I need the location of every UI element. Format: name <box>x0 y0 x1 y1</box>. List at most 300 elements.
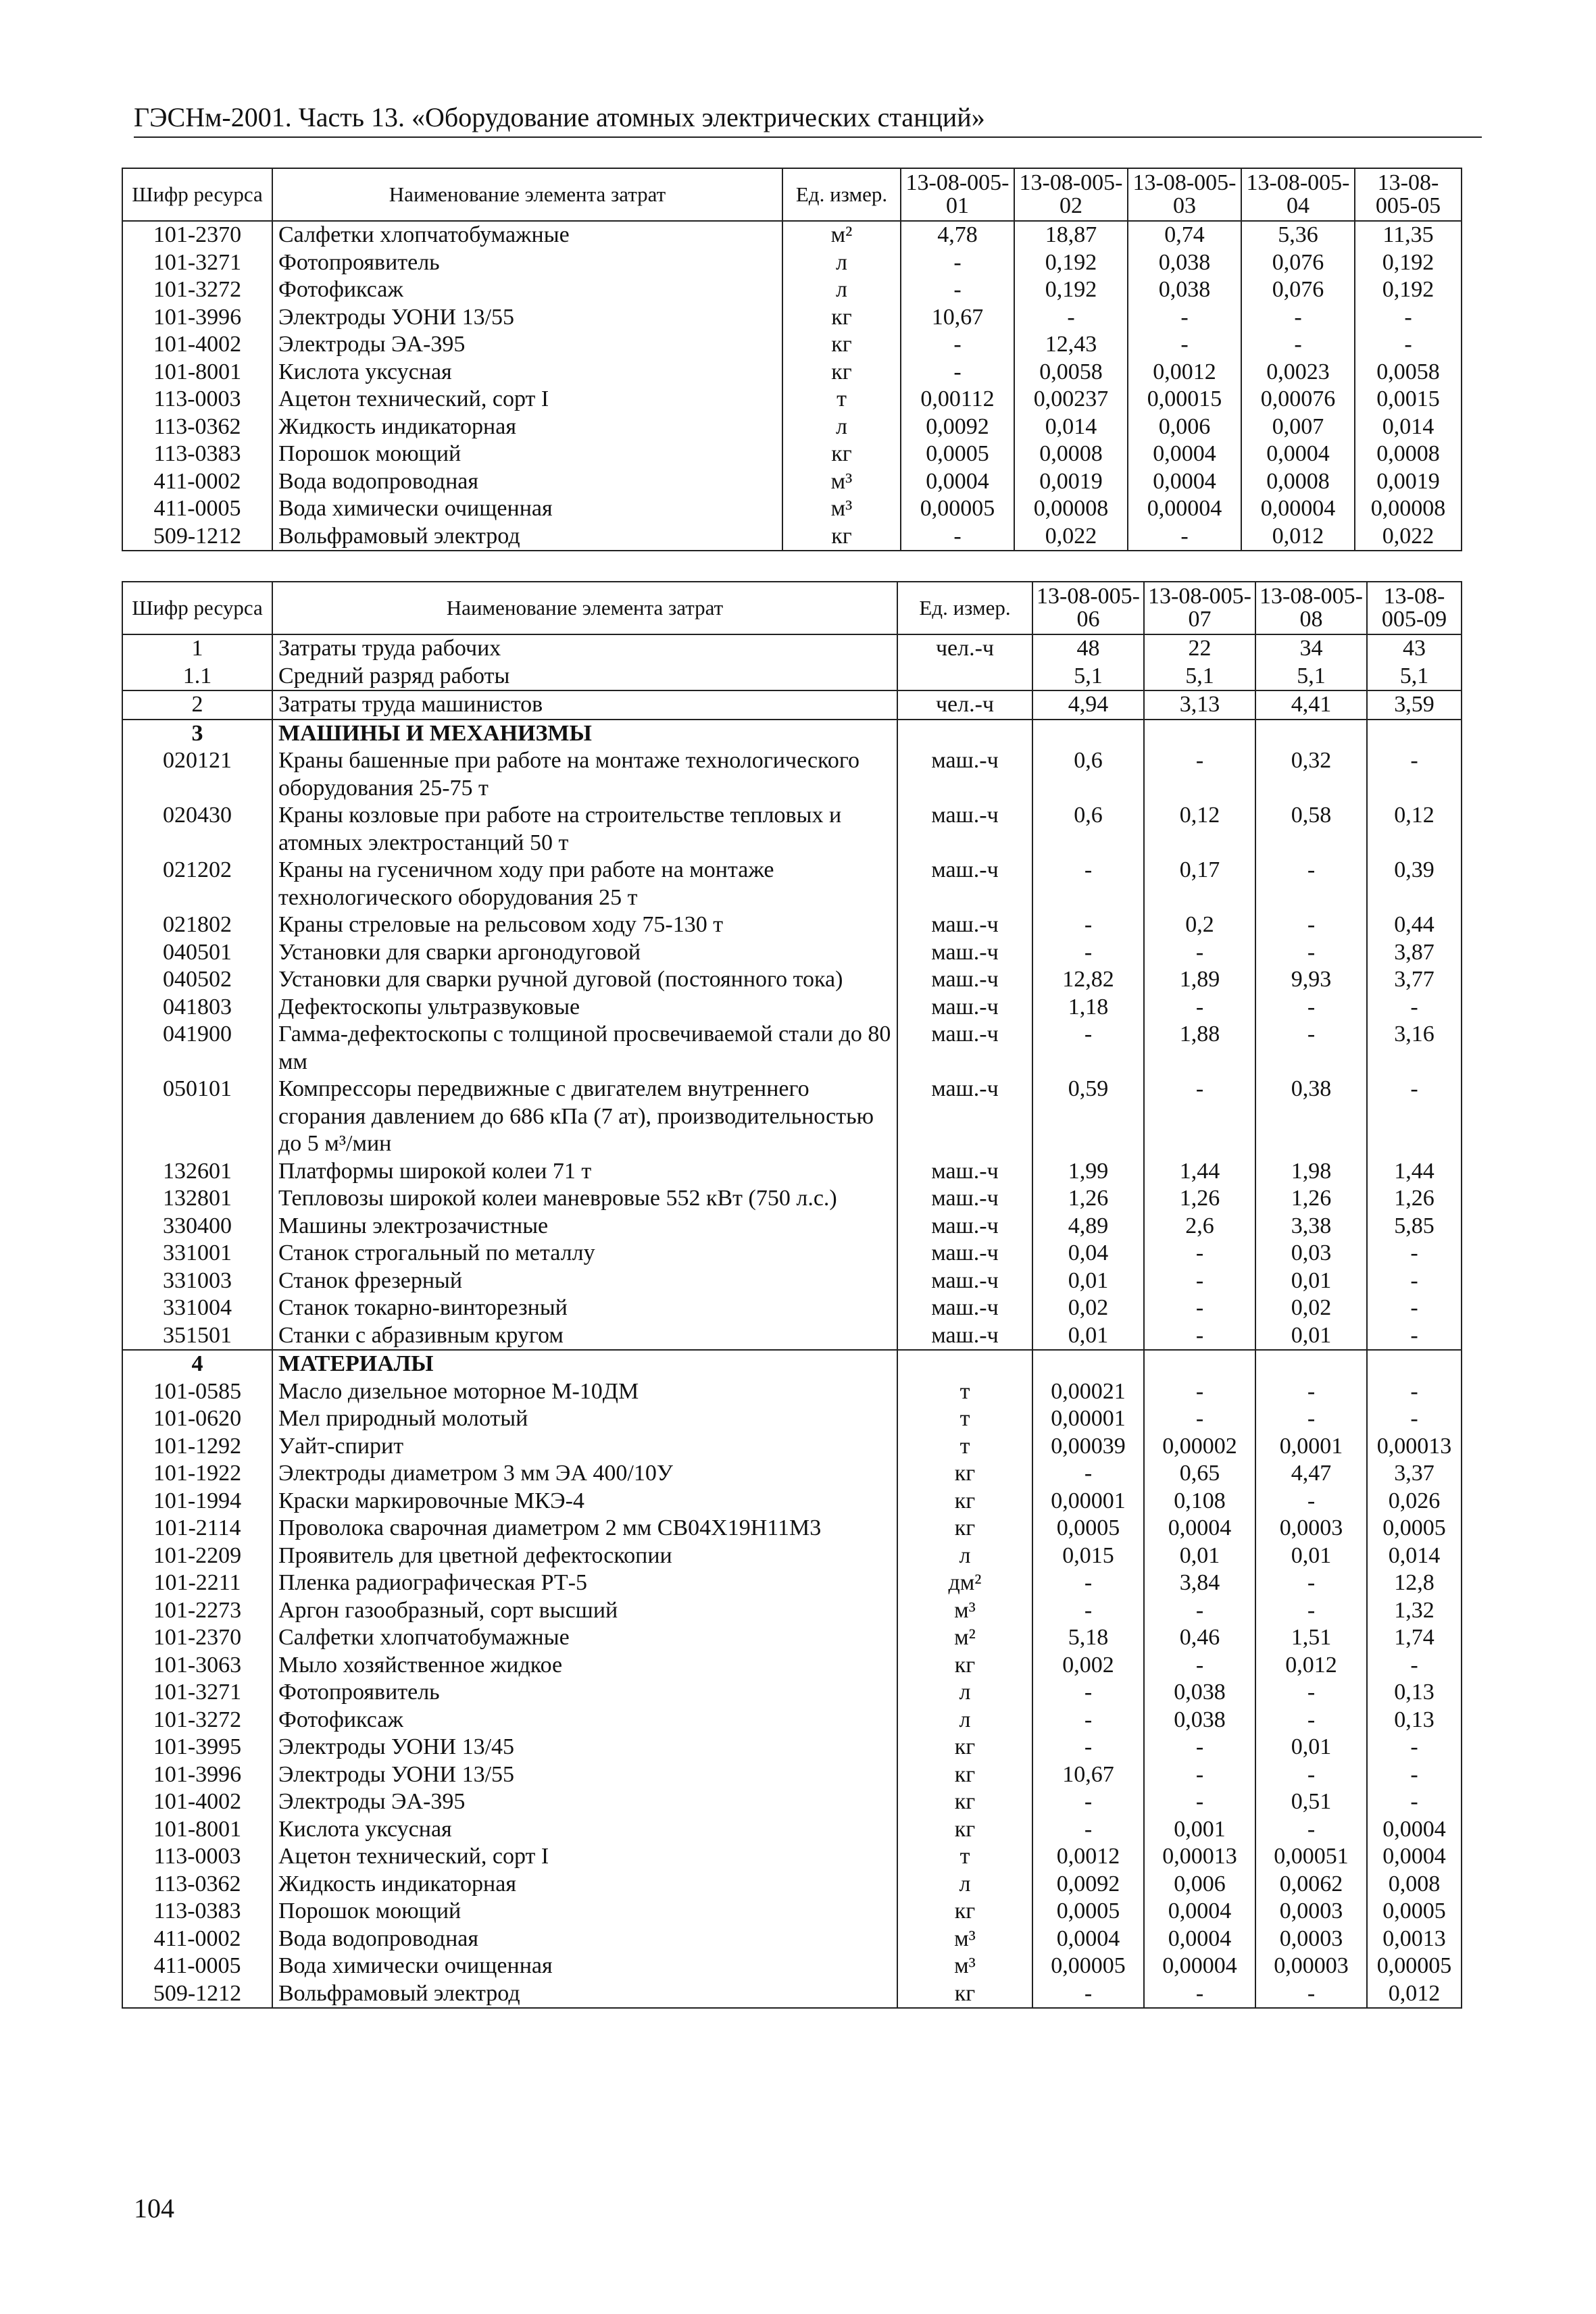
unit-cell: маш.-ч <box>897 802 1032 857</box>
resource-name-cell: Порошок моющий <box>272 441 782 468</box>
unit-cell: м³ <box>782 495 901 523</box>
table-row <box>122 1405 1462 1433</box>
table-row <box>122 663 1462 691</box>
unit-cell: маш.-ч <box>897 1213 1032 1240</box>
table-row <box>122 1350 1462 1378</box>
value-cell: - <box>1144 1294 1255 1322</box>
value-cell: - <box>1032 1788 1144 1816</box>
resource-code-cell: 101-0620 <box>122 1405 272 1433</box>
resource-code-cell: 040501 <box>122 939 272 967</box>
resource-name-cell: Салфетки хлопчатобумажные <box>272 221 782 249</box>
resource-name-cell: Платформы широкой колеи 71 т <box>272 1158 897 1186</box>
value-cell: 0,13 <box>1367 1707 1462 1734</box>
value-cell: - <box>1032 1569 1144 1597</box>
value-cell: 0,02 <box>1255 1294 1367 1322</box>
resource-code-cell: 330400 <box>122 1213 272 1240</box>
value-cell: - <box>1255 1021 1367 1076</box>
value-cell: - <box>1032 1597 1144 1625</box>
value-cell: 1,26 <box>1032 1185 1144 1213</box>
unit-cell: м³ <box>782 468 901 496</box>
value-cell: 3,84 <box>1144 1569 1255 1597</box>
value-cell: 0,39 <box>1367 857 1462 911</box>
resource-table-1 <box>122 168 1462 551</box>
table-row <box>122 1569 1462 1597</box>
resource-name-cell: Дефектоскопы ультразвуковые <box>272 994 897 1022</box>
unit-cell: кг <box>897 1488 1032 1515</box>
resource-name-cell: Мыло хозяйственное жидкое <box>272 1652 897 1680</box>
table-row <box>122 304 1462 332</box>
table-row <box>122 1488 1462 1515</box>
value-cell: 0,00076 <box>1241 386 1355 413</box>
resource-code-cell: 113-0362 <box>122 413 272 441</box>
column-header-unit: Ед. измер. <box>897 582 1032 634</box>
value-cell: 0,006 <box>1144 1871 1255 1898</box>
resource-name-cell: Вода химически очищенная <box>272 1953 897 1980</box>
resource-code-cell: 2 <box>122 690 272 720</box>
unit-cell: кг <box>782 359 901 386</box>
unit-cell: маш.-ч <box>897 1158 1032 1186</box>
value-cell: 0,0004 <box>901 468 1014 496</box>
value-cell: 22 <box>1144 634 1255 663</box>
value-cell: 0,01 <box>1255 1542 1367 1570</box>
table-row <box>122 1734 1462 1761</box>
unit-cell: маш.-ч <box>897 747 1032 802</box>
unit-cell: кг <box>897 1460 1032 1488</box>
resource-name-cell: Станок токарно-винторезный <box>272 1294 897 1322</box>
value-cell: 0,03 <box>1255 1240 1367 1267</box>
value-cell: 0,0023 <box>1241 359 1355 386</box>
resource-name-cell: Электроды УОНИ 13/45 <box>272 1734 897 1761</box>
resource-name-cell: Фотофиксаж <box>272 276 782 304</box>
table-row <box>122 720 1462 748</box>
value-cell: 5,1 <box>1367 663 1462 691</box>
resource-table-2 <box>122 581 1462 2009</box>
resource-code-cell: 113-0383 <box>122 1898 272 1926</box>
value-cell: - <box>1255 1816 1367 1844</box>
value-cell: 0,00001 <box>1032 1488 1144 1515</box>
value-cell: 0,008 <box>1367 1871 1462 1898</box>
table-row <box>122 1542 1462 1570</box>
value-cell: 4,94 <box>1032 690 1144 720</box>
table-row <box>122 747 1462 802</box>
value-cell: 1,44 <box>1144 1158 1255 1186</box>
value-cell: 0,015 <box>1032 1542 1144 1570</box>
value-cell: - <box>1255 1569 1367 1597</box>
column-header-code: Шифр ресурса <box>122 168 272 221</box>
value-cell: 9,93 <box>1255 966 1367 994</box>
value-cell: 0,0005 <box>1367 1515 1462 1542</box>
table-row <box>122 495 1462 523</box>
value-cell: - <box>1032 1021 1144 1076</box>
value-cell: - <box>1032 1707 1144 1734</box>
value-cell: 3,38 <box>1255 1213 1367 1240</box>
resource-code-cell: 021802 <box>122 911 272 939</box>
value-cell: - <box>901 523 1014 551</box>
resource-code-cell: 411-0005 <box>122 495 272 523</box>
value-cell <box>1367 720 1462 748</box>
resource-name-cell: Вольфрамовый электрод <box>272 523 782 551</box>
value-cell: 5,18 <box>1032 1624 1144 1652</box>
resource-name-cell: Ацетон технический, сорт I <box>272 386 782 413</box>
value-cell: - <box>1032 1980 1144 2009</box>
value-cell: - <box>1144 1788 1255 1816</box>
resource-code-cell: 1 <box>122 634 272 663</box>
value-cell: - <box>1255 911 1367 939</box>
value-cell: 5,1 <box>1144 663 1255 691</box>
unit-cell: маш.-ч <box>897 857 1032 911</box>
value-cell: 0,0015 <box>1355 386 1462 413</box>
value-cell: 0,00004 <box>1144 1953 1255 1980</box>
value-cell: 0,0005 <box>901 441 1014 468</box>
value-cell: 0,12 <box>1367 802 1462 857</box>
value-cell: 0,038 <box>1144 1707 1255 1734</box>
resource-name-cell: Установки для сварки ручной дуговой (постоянного тока) <box>272 966 897 994</box>
value-cell: 0,00004 <box>1128 495 1241 523</box>
unit-cell: л <box>897 1542 1032 1570</box>
table-row <box>122 523 1462 551</box>
value-cell: 0,01 <box>1032 1322 1144 1351</box>
value-cell: 0,59 <box>1032 1076 1144 1158</box>
value-cell: - <box>1367 1378 1462 1406</box>
value-cell: - <box>1128 523 1241 551</box>
value-cell: 1,88 <box>1144 1021 1255 1076</box>
value-cell: - <box>1144 1734 1255 1761</box>
value-cell: 18,87 <box>1014 221 1128 249</box>
value-cell: - <box>1032 1679 1144 1707</box>
value-cell: 0,17 <box>1144 857 1255 911</box>
value-cell: - <box>1128 331 1241 359</box>
resource-code-cell: 101-2114 <box>122 1515 272 1542</box>
unit-cell: маш.-ч <box>897 1294 1032 1322</box>
value-cell: 0,13 <box>1367 1679 1462 1707</box>
column-header-norm: 13-08-005-04 <box>1241 168 1355 221</box>
unit-cell: л <box>897 1679 1032 1707</box>
value-cell: 0,01 <box>1255 1322 1367 1351</box>
resource-code-cell: 101-1922 <box>122 1460 272 1488</box>
column-header-norm: 13-08-005-02 <box>1014 168 1128 221</box>
value-cell: 1,44 <box>1367 1158 1462 1186</box>
resource-name-cell: Вода водопроводная <box>272 1926 897 1953</box>
unit-cell: л <box>782 276 901 304</box>
value-cell: - <box>901 249 1014 277</box>
resource-code-cell: 101-3272 <box>122 1707 272 1734</box>
table-row <box>122 1707 1462 1734</box>
value-cell: - <box>1032 1460 1144 1488</box>
resource-name-cell: Фотопроявитель <box>272 249 782 277</box>
value-cell: - <box>1367 1322 1462 1351</box>
value-cell: 12,8 <box>1367 1569 1462 1597</box>
value-cell: 0,0019 <box>1014 468 1128 496</box>
value-cell: 0,192 <box>1014 249 1128 277</box>
value-cell: - <box>1367 1294 1462 1322</box>
resource-code-cell: 509-1212 <box>122 523 272 551</box>
value-cell: 0,00005 <box>901 495 1014 523</box>
table-row <box>122 1652 1462 1680</box>
value-cell: 5,85 <box>1367 1213 1462 1240</box>
column-header-norm: 13-08-005-08 <box>1255 582 1367 634</box>
value-cell: 3,59 <box>1367 690 1462 720</box>
resource-code-cell: 113-0383 <box>122 441 272 468</box>
value-cell: 0,038 <box>1144 1679 1255 1707</box>
value-cell: - <box>1355 304 1462 332</box>
table-row <box>122 939 1462 967</box>
resource-code-cell: 050101 <box>122 1076 272 1158</box>
value-cell: - <box>1032 1816 1144 1844</box>
resource-code-cell: 411-0005 <box>122 1953 272 1980</box>
value-cell: - <box>1367 1240 1462 1267</box>
value-cell: - <box>1367 1267 1462 1295</box>
value-cell: - <box>1255 1597 1367 1625</box>
value-cell: 0,00051 <box>1255 1843 1367 1871</box>
table-row <box>122 911 1462 939</box>
value-cell: 0,38 <box>1255 1076 1367 1158</box>
resource-code-cell: 101-2273 <box>122 1597 272 1625</box>
table-row <box>122 802 1462 857</box>
table-row <box>122 1158 1462 1186</box>
resource-code-cell: 101-3271 <box>122 249 272 277</box>
value-cell: 0,0004 <box>1367 1843 1462 1871</box>
table-row <box>122 857 1462 911</box>
value-cell: 0,0005 <box>1367 1898 1462 1926</box>
resource-name-cell: Пленка радиографическая РТ-5 <box>272 1569 897 1597</box>
value-cell: - <box>1367 1761 1462 1789</box>
value-cell: 0,0004 <box>1367 1816 1462 1844</box>
value-cell: - <box>1367 1076 1462 1158</box>
value-cell: 0,32 <box>1255 747 1367 802</box>
value-cell: 34 <box>1255 634 1367 663</box>
value-cell: 0,02 <box>1032 1294 1144 1322</box>
unit-cell: кг <box>897 1734 1032 1761</box>
value-cell: - <box>1144 1761 1255 1789</box>
value-cell: 0,0012 <box>1032 1843 1144 1871</box>
resource-name-cell: Уайт-спирит <box>272 1433 897 1461</box>
resource-code-cell: 331003 <box>122 1267 272 1295</box>
value-cell: - <box>1032 857 1144 911</box>
page-number: 104 <box>134 2193 174 2223</box>
value-cell: 0,012 <box>1255 1652 1367 1680</box>
unit-cell <box>897 663 1032 691</box>
value-cell: 0,00008 <box>1014 495 1128 523</box>
unit-cell: м³ <box>897 1926 1032 1953</box>
resource-code-cell: 3 <box>122 720 272 748</box>
table-row <box>122 634 1462 663</box>
resource-name-cell: Электроды УОНИ 13/55 <box>272 304 782 332</box>
value-cell: - <box>1144 939 1255 967</box>
value-cell: 3,77 <box>1367 966 1462 994</box>
resource-name-cell: Кислота уксусная <box>272 359 782 386</box>
resource-code-cell: 101-3995 <box>122 1734 272 1761</box>
resource-code-cell: 101-0585 <box>122 1378 272 1406</box>
value-cell: 0,002 <box>1032 1652 1144 1680</box>
table-row <box>122 1980 1462 2009</box>
value-cell: 0,0005 <box>1032 1515 1144 1542</box>
unit-cell: кг <box>897 1652 1032 1680</box>
value-cell <box>1255 1350 1367 1378</box>
resource-code-cell: 101-8001 <box>122 359 272 386</box>
value-cell: 0,038 <box>1128 249 1241 277</box>
table-row <box>122 1240 1462 1267</box>
value-cell: 0,51 <box>1255 1788 1367 1816</box>
resource-name-cell: Вода водопроводная <box>272 468 782 496</box>
value-cell: - <box>901 331 1014 359</box>
resource-name-cell: Установки для сварки аргонодуговой <box>272 939 897 967</box>
value-cell: - <box>1367 747 1462 802</box>
value-cell: - <box>1255 994 1367 1022</box>
value-cell: - <box>1144 1378 1255 1406</box>
table-row <box>122 249 1462 277</box>
resource-name-cell: Станок строгальный по металлу <box>272 1240 897 1267</box>
value-cell: - <box>1144 1240 1255 1267</box>
table-row <box>122 1597 1462 1625</box>
value-cell: - <box>1255 1980 1367 2009</box>
resource-name-cell: Аргон газообразный, сорт высший <box>272 1597 897 1625</box>
table-row <box>122 221 1462 249</box>
value-cell: 0,00003 <box>1255 1953 1367 1980</box>
value-cell: - <box>1144 747 1255 802</box>
value-cell: 1,26 <box>1367 1185 1462 1213</box>
value-cell: 0,014 <box>1367 1542 1462 1570</box>
table-row <box>122 331 1462 359</box>
table-row <box>122 1761 1462 1789</box>
value-cell: 0,01 <box>1144 1542 1255 1570</box>
resource-name-cell: Затраты труда рабочих <box>272 634 897 663</box>
resource-name-cell: МАТЕРИАЛЫ <box>272 1350 897 1378</box>
value-cell <box>1032 1350 1144 1378</box>
value-cell: 0,012 <box>1241 523 1355 551</box>
column-header-norm: 13-08-005-06 <box>1032 582 1144 634</box>
resource-code-cell: 041803 <box>122 994 272 1022</box>
value-cell: 0,038 <box>1128 276 1241 304</box>
column-header-code: Шифр ресурса <box>122 582 272 634</box>
value-cell: 0,108 <box>1144 1488 1255 1515</box>
resource-code-cell: 113-0362 <box>122 1871 272 1898</box>
value-cell: - <box>1355 331 1462 359</box>
resource-code-cell: 509-1212 <box>122 1980 272 2009</box>
unit-cell: кг <box>782 304 901 332</box>
table-row <box>122 1433 1462 1461</box>
table-row <box>122 1816 1462 1844</box>
value-cell: - <box>1255 1707 1367 1734</box>
unit-cell: маш.-ч <box>897 939 1032 967</box>
resource-name-cell: Электроды УОНИ 13/55 <box>272 1761 897 1789</box>
unit-cell: м² <box>897 1624 1032 1652</box>
value-cell: 0,44 <box>1367 911 1462 939</box>
resource-name-cell: Компрессоры передвижные с двигателем внутреннего сгорания давлением до 686 кПа (7 ат), производительностью до 5 м³/мин <box>272 1076 897 1158</box>
resource-name-cell: Электроды диаметром 3 мм ЭА 400/10У <box>272 1460 897 1488</box>
table-row <box>122 1021 1462 1076</box>
unit-cell: маш.-ч <box>897 994 1032 1022</box>
resource-code-cell: 132801 <box>122 1185 272 1213</box>
value-cell: 0,00015 <box>1128 386 1241 413</box>
value-cell: - <box>901 276 1014 304</box>
unit-cell: м² <box>782 221 901 249</box>
table-body <box>122 634 1462 2008</box>
resource-code-cell: 020121 <box>122 747 272 802</box>
value-cell: 0,00001 <box>1032 1405 1144 1433</box>
value-cell: 0,00005 <box>1032 1953 1144 1980</box>
unit-cell: маш.-ч <box>897 911 1032 939</box>
value-cell: 0,46 <box>1144 1624 1255 1652</box>
table-row <box>122 276 1462 304</box>
resource-name-cell: Станок фрезерный <box>272 1267 897 1295</box>
resource-code-cell: 1.1 <box>122 663 272 691</box>
resource-code-cell: 351501 <box>122 1322 272 1351</box>
value-cell: 0,0019 <box>1355 468 1462 496</box>
value-cell: 0,026 <box>1367 1488 1462 1515</box>
unit-cell: кг <box>897 1788 1032 1816</box>
resource-code-cell: 101-3272 <box>122 276 272 304</box>
value-cell: 0,00004 <box>1241 495 1355 523</box>
resource-code-cell: 020430 <box>122 802 272 857</box>
unit-cell: кг <box>897 1898 1032 1926</box>
resource-code-cell: 101-4002 <box>122 1788 272 1816</box>
resource-code-cell: 101-2211 <box>122 1569 272 1597</box>
value-cell: 0,0003 <box>1255 1515 1367 1542</box>
value-cell: 4,89 <box>1032 1213 1144 1240</box>
table-row <box>122 413 1462 441</box>
unit-cell: маш.-ч <box>897 1076 1032 1158</box>
value-cell: - <box>1367 994 1462 1022</box>
value-cell: 3,37 <box>1367 1460 1462 1488</box>
table-row <box>122 1378 1462 1406</box>
resource-code-cell: 101-2370 <box>122 1624 272 1652</box>
unit-cell: м³ <box>897 1597 1032 1625</box>
unit-cell: кг <box>897 1761 1032 1789</box>
resource-code-cell: 132601 <box>122 1158 272 1186</box>
unit-cell: маш.-ч <box>897 1240 1032 1267</box>
value-cell: 0,076 <box>1241 276 1355 304</box>
value-cell: 0,2 <box>1144 911 1255 939</box>
resource-name-cell: Фотопроявитель <box>272 1679 897 1707</box>
unit-cell <box>897 1350 1032 1378</box>
value-cell: 0,022 <box>1014 523 1128 551</box>
column-header-norm: 13-08-005-09 <box>1367 582 1462 634</box>
value-cell: 4,41 <box>1255 690 1367 720</box>
value-cell: 0,6 <box>1032 747 1144 802</box>
value-cell: 0,00013 <box>1144 1843 1255 1871</box>
resource-code-cell: 101-3063 <box>122 1652 272 1680</box>
column-header-unit: Ед. измер. <box>782 168 901 221</box>
table-row <box>122 1843 1462 1871</box>
unit-cell: кг <box>782 331 901 359</box>
value-cell: - <box>1367 1405 1462 1433</box>
value-cell: 0,00008 <box>1355 495 1462 523</box>
resource-name-cell: Краски маркировочные МКЭ-4 <box>272 1488 897 1515</box>
table-row <box>122 1460 1462 1488</box>
value-cell: 5,36 <box>1241 221 1355 249</box>
value-cell <box>1144 1350 1255 1378</box>
value-cell: 12,82 <box>1032 966 1144 994</box>
value-cell: - <box>1144 1267 1255 1295</box>
table-row <box>122 1788 1462 1816</box>
unit-cell: кг <box>782 523 901 551</box>
value-cell: - <box>1144 1597 1255 1625</box>
unit-cell: чел.-ч <box>897 634 1032 663</box>
unit-cell: л <box>897 1707 1032 1734</box>
column-header-norm: 13-08-005-05 <box>1355 168 1462 221</box>
value-cell <box>1255 720 1367 748</box>
value-cell: - <box>1367 1788 1462 1816</box>
value-cell: 0,01 <box>1255 1267 1367 1295</box>
value-cell: - <box>1241 331 1355 359</box>
value-cell: 0,01 <box>1255 1734 1367 1761</box>
resource-name-cell: Средний разряд работы <box>272 663 897 691</box>
value-cell: 0,0062 <box>1255 1871 1367 1898</box>
resource-name-cell: Электроды ЭА-395 <box>272 1788 897 1816</box>
resource-code-cell: 411-0002 <box>122 468 272 496</box>
value-cell: - <box>1128 304 1241 332</box>
value-cell: 0,022 <box>1355 523 1462 551</box>
